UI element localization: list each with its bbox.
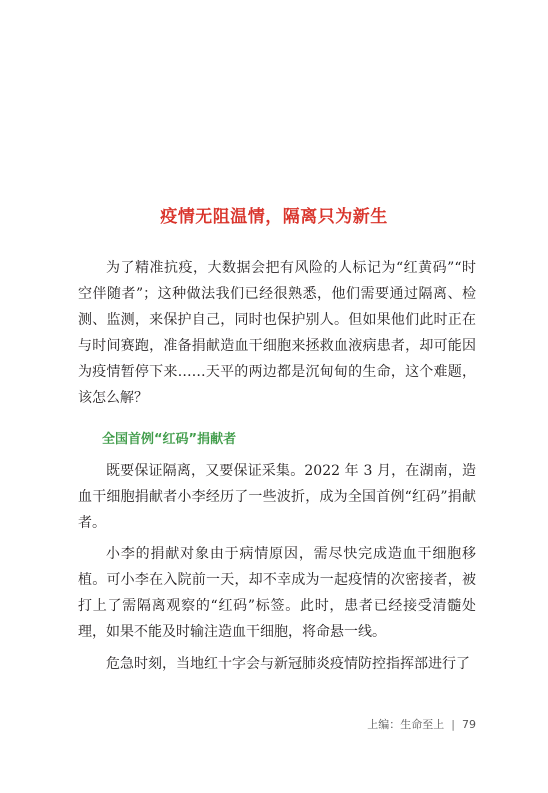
body-paragraph-3: 危急时刻，当地红十字会与新冠肺炎疫情防控指挥部进行了	[106, 656, 470, 672]
body-paragraph-2: 小李的捐献对象由于病情原因，需尽快完成造血干细胞移植。可小李在入院前一天，却不幸成为一起疫情的次密接者，被打上了需隔离观察的“红码”标签。此时，患者已经接受清髓处理，如果不能及时输注造血干细胞，将命悬一线。	[78, 546, 476, 640]
chapter-title: 疫情无阻温情，隔离只为新生	[160, 207, 388, 227]
body-paragraph-1: 既要保证隔离，又要保证采集。2022 年 3 月，在湖南，造血干细胞捐献者小李经历了一些波折，成为全国首例“红码”捐献者。	[78, 463, 476, 531]
page-number: 79	[462, 718, 476, 731]
page-footer	[367, 716, 476, 732]
footer-separator: |	[451, 718, 455, 731]
section-heading: 全国首例“红码”捐献者	[102, 432, 237, 447]
intro-paragraph: 为了精准抗疫，大数据会把有风险的人标记为“红黄码”“时空伴随者”；这种做法我们已经很熟悉，他们需要通过隔离、检测、监测，来保护自己，同时也保护别人。但如果他们此时正在与时间赛跑，准备捐献造血干细胞来拯救血液病患者，却可能因为疫情暂停下来……天平的两边都是沉甸甸的生命，这个难题，该怎么解？	[78, 260, 476, 406]
footer-section-label: 上编：生命至上	[367, 718, 445, 731]
